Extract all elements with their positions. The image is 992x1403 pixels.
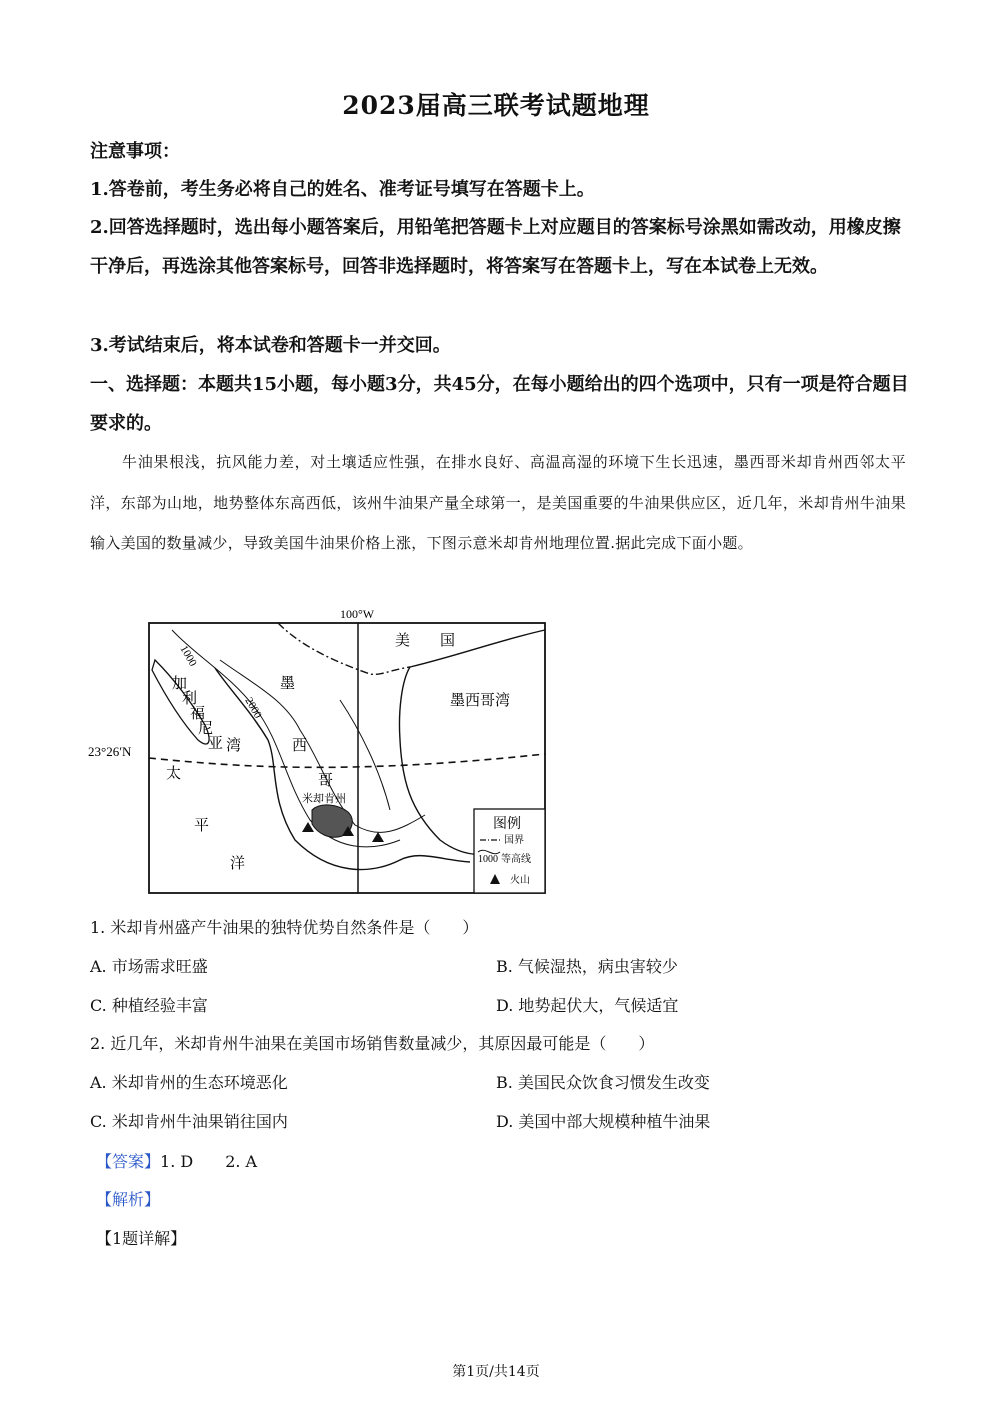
detail-heading: 【1题详解】 — [96, 1229, 187, 1248]
section-heading: 一、选择题：本题共15小题，每小题3分，共45分，在每小题给出的四个选项中，只有一项是符合题目要求的。 — [90, 374, 909, 434]
notice-item-1: 1.答卷前，考生务必将自己的姓名、准考证号填写在答题卡上。 — [90, 179, 595, 200]
legend-contour: 等高线 — [501, 854, 531, 865]
mexico-char: 哥 — [318, 773, 334, 789]
pacific-ocean-label — [166, 765, 245, 872]
us-mexico-border — [278, 623, 410, 674]
q1-option-d: D. 地势起伏大，气候适宜 — [496, 996, 679, 1015]
q2-option-a: A. 米却肯州的生态环境恶化 — [90, 1073, 288, 1092]
gulf-char: 利 — [182, 691, 198, 707]
gulf-char: 亚 — [208, 736, 224, 752]
contour-2000-label: 2000 — [242, 695, 264, 721]
gulf-of-california-label — [172, 675, 241, 754]
contour-1000-label: 1000 — [177, 643, 199, 669]
gulf-char: 尼 — [198, 721, 214, 737]
meridian-label: 100°W — [340, 607, 375, 621]
q2-option-b: B. 美国民众饮食习惯发生改变 — [496, 1073, 710, 1092]
state-label: 米却肯州 — [302, 793, 346, 805]
gulf-of-mexico-label: 墨西哥湾 — [450, 693, 511, 709]
gulf-char: 福 — [190, 706, 206, 722]
q1-option-a: A. 市场需求旺盛 — [90, 957, 208, 976]
notice-item-2: 2.回答选择题时，选出每小题答案后，用铅笔把答题卡上对应题目的答案标号涂黑如需改动，用橡皮擦干净后，再选涂其他答案标号，回答非选择题时，将答案写在答题卡上，写在本试卷上无效。 — [90, 217, 901, 277]
page-title: 2023届高三联考试题地理 — [342, 91, 650, 120]
usa-label: 美 国 — [395, 633, 456, 649]
legend-volcano: 火山 — [510, 875, 530, 886]
q2-option-d: D. 美国中部大规模种植牛油果 — [496, 1112, 711, 1131]
pacific-char: 太 — [166, 766, 182, 782]
mexico-label — [280, 675, 333, 789]
contour-inner — [340, 700, 390, 810]
q1-option-b: B. 气候湿热，病虫害较少 — [496, 957, 678, 976]
mexico-char: 墨 — [280, 676, 296, 692]
q1-option-c: C. 种植经验丰富 — [90, 996, 208, 1015]
tropic-line — [149, 754, 545, 767]
tropic-label: 23°26′N — [88, 744, 132, 759]
legend-contour-value: 1000 — [478, 854, 498, 865]
question-1-stem: 1. 米却肯州盛产牛油果的独特优势自然条件是（ ） — [90, 918, 479, 937]
gulf-char: 湾 — [226, 738, 242, 754]
reading-passage: 牛油果根浅，抗风能力差，对土壤适应性强，在排水良好、高温高湿的环境下生长迅速，墨西哥米却肯州西邻太平洋，东部为山地，地势整体东高西低，该州牛油果产量全球第一，是美国重要的牛油果供应区，近几年，米却肯州牛油果输入美国的数量减少，导致美国牛油果价格上涨，下图示意米却肯州地理位置.据此完成下面小题。 — [90, 453, 906, 552]
michoacan-location-map — [80, 600, 560, 900]
gulf-char: 加 — [172, 676, 188, 692]
pacific-char: 洋 — [230, 856, 246, 872]
notice-heading: 注意事项： — [90, 141, 180, 162]
contour-1000 — [172, 630, 400, 847]
volcano-icon — [372, 832, 384, 842]
notice-item-3: 3.考试结束后，将本试卷和答题卡一并交回。 — [90, 335, 451, 356]
map-legend — [474, 809, 545, 893]
analysis-tag: 【解析】 — [96, 1190, 161, 1209]
answer-text: 1. D 2. A — [160, 1152, 258, 1171]
mexico-char: 西 — [292, 738, 308, 754]
q2-option-c: C. 米却肯州牛油果销往国内 — [90, 1112, 288, 1131]
question-2-stem: 2. 近几年，米却肯州牛油果在美国市场销售数量减少，其原因最可能是（ ） — [90, 1034, 655, 1053]
legend-title: 图例 — [493, 817, 521, 832]
answer-line — [96, 1150, 257, 1174]
page-footer: 第1页/共14页 — [452, 1364, 540, 1380]
legend-border: 国界 — [504, 835, 524, 846]
answer-tag: 【答案】 — [96, 1152, 161, 1171]
pacific-char: 平 — [194, 818, 210, 834]
